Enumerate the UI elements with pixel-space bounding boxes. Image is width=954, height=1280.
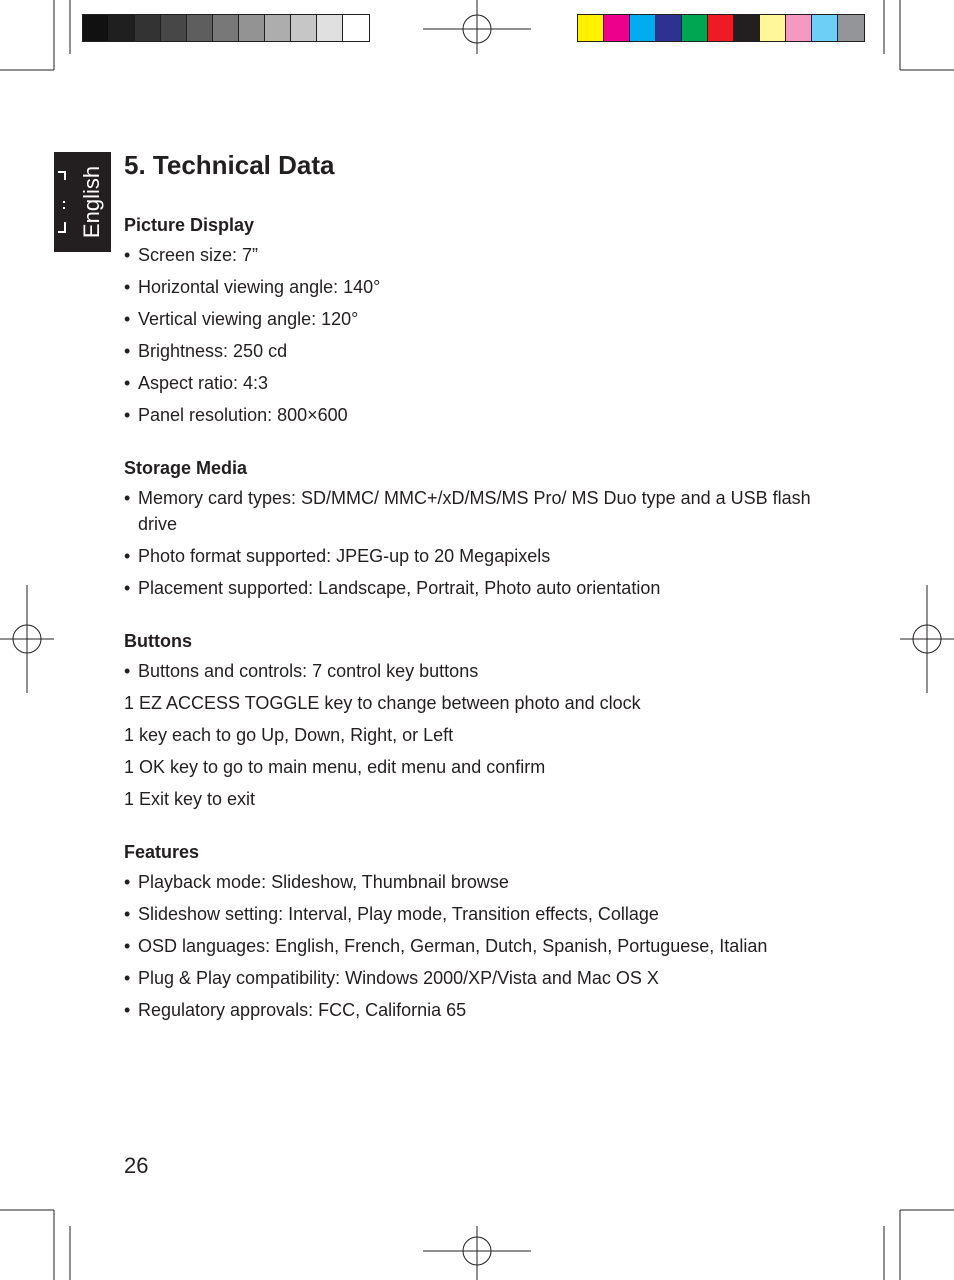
section-heading-features: Features xyxy=(124,842,200,862)
list-item: 1 EZ ACCESS TOGGLE key to change between photo and clock xyxy=(124,693,641,713)
picture-display-list xyxy=(124,242,824,428)
page-title: 5. Technical Data xyxy=(124,150,335,180)
color-swatch xyxy=(708,15,734,41)
color-swatch xyxy=(734,15,760,41)
list-item: • Panel resolution: 800×600 xyxy=(124,402,824,428)
color-swatch xyxy=(291,15,317,41)
color-swatch xyxy=(656,15,682,41)
color-swatch xyxy=(83,15,109,41)
list-item: • Screen size: 7” xyxy=(124,242,824,268)
color-swatch xyxy=(135,15,161,41)
features-list xyxy=(124,869,824,1023)
color-swatch xyxy=(343,15,369,41)
list-item: • Vertical viewing angle: 120° xyxy=(124,306,824,332)
color-swatch xyxy=(812,15,838,41)
section-heading-storage-media: Storage Media xyxy=(124,458,248,478)
list-item: • Aspect ratio: 4:3 xyxy=(124,370,824,396)
color-swatch xyxy=(760,15,786,41)
color-swatch xyxy=(109,15,135,41)
color-swatch xyxy=(682,15,708,41)
color-swatch xyxy=(630,15,656,41)
list-item: • Slideshow setting: Interval, Play mode, Transition effects, Collage xyxy=(124,901,824,927)
list-item: • Plug & Play compatibility: Windows 2000/XP/Vista and Mac OS X xyxy=(124,965,824,991)
color-swatch xyxy=(604,15,630,41)
storage-media-list xyxy=(124,485,824,601)
list-item: • Brightness: 250 cd xyxy=(124,338,824,364)
list-item: • Buttons and controls: 7 control key buttons xyxy=(124,658,824,684)
list-item: • Playback mode: Slideshow, Thumbnail browse xyxy=(124,869,824,895)
process-color-bar xyxy=(577,14,865,42)
button-key-list xyxy=(124,690,824,812)
list-item: 1 key each to go Up, Down, Right, or Left xyxy=(124,725,454,745)
section-heading-picture-display: Picture Display xyxy=(124,215,255,235)
color-swatch xyxy=(187,15,213,41)
color-swatch xyxy=(239,15,265,41)
section-heading-buttons: Buttons xyxy=(124,631,192,651)
color-swatch xyxy=(213,15,239,41)
language-side-tab xyxy=(54,152,111,252)
technical-data-content xyxy=(124,146,824,1023)
list-item: • Memory card types: SD/MMC/ MMC+/xD/MS/MS Pro/ MS Duo type and a USB flash drive xyxy=(124,485,824,537)
list-item: • Photo format supported: JPEG-up to 20 Megapixels xyxy=(124,543,824,569)
list-item: • Horizontal viewing angle: 140° xyxy=(124,274,824,300)
list-item: 1 OK key to go to main menu, edit menu and confirm xyxy=(124,757,546,777)
list-item: 1 Exit key to exit xyxy=(124,789,256,809)
color-swatch xyxy=(786,15,812,41)
grayscale-color-bar xyxy=(82,14,370,42)
color-swatch xyxy=(161,15,187,41)
page-number: 26 xyxy=(124,1153,149,1178)
buttons-list xyxy=(124,658,824,684)
color-swatch xyxy=(838,15,864,41)
list-item: • Regulatory approvals: FCC, California 65 xyxy=(124,997,824,1023)
color-swatch xyxy=(265,15,291,41)
list-item: • OSD languages: English, French, German, Dutch, Spanish, Portuguese, Italian xyxy=(124,933,824,959)
color-swatch xyxy=(317,15,343,41)
list-item: • Placement supported: Landscape, Portrait, Photo auto orientation xyxy=(124,575,824,601)
language-label: English xyxy=(79,165,104,239)
tab-edge-marks xyxy=(54,152,74,252)
color-swatch xyxy=(578,15,604,41)
